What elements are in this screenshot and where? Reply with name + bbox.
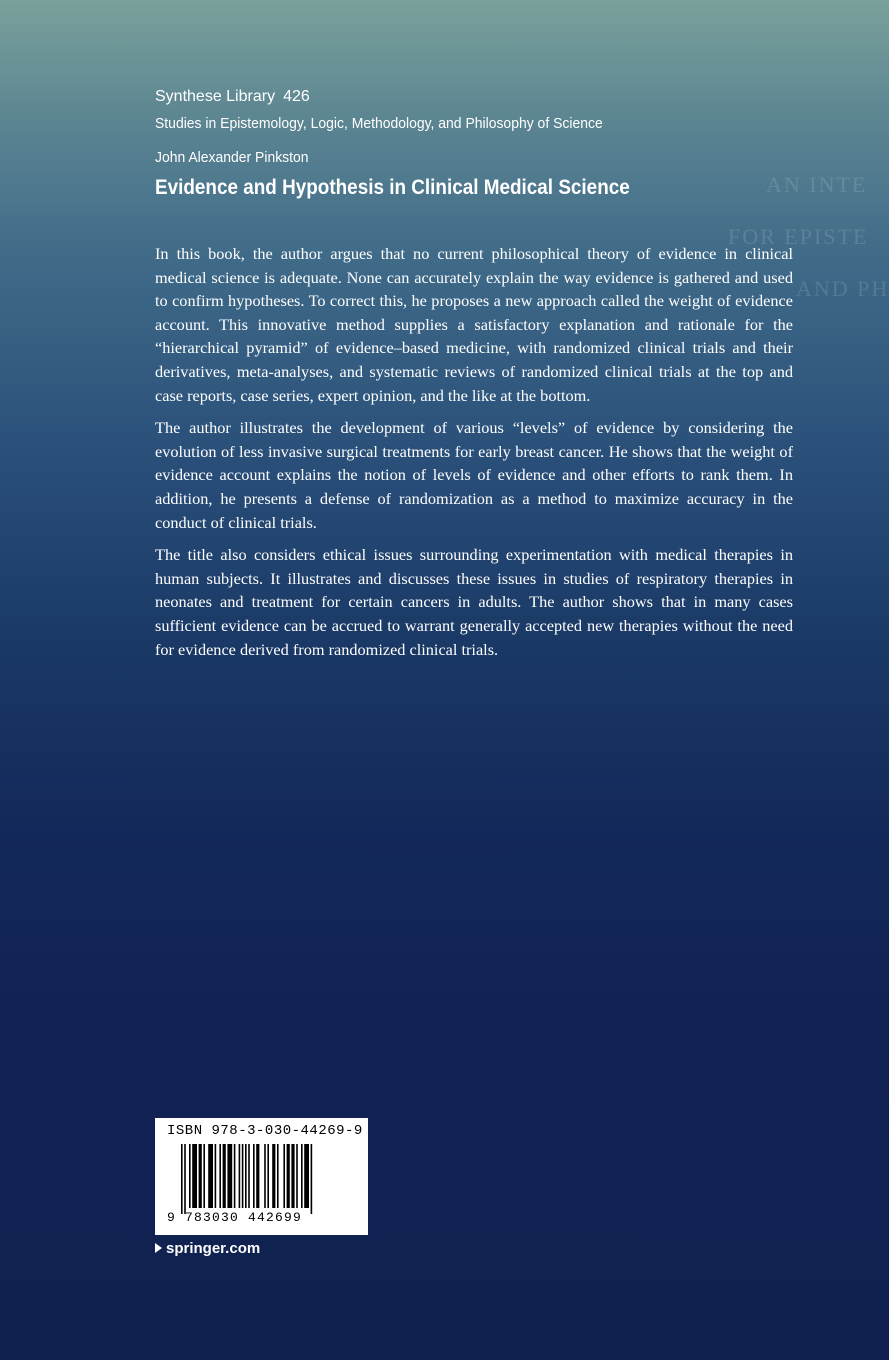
barcode-bar	[296, 1144, 298, 1208]
ghost-text-line: AND PH	[796, 276, 889, 301]
barcode-bar	[304, 1144, 309, 1208]
barcode-bar	[283, 1144, 285, 1208]
barcode-bar	[245, 1144, 247, 1208]
barcode-bar	[287, 1144, 290, 1208]
barcode-bar	[184, 1144, 186, 1214]
barcode-bar	[223, 1144, 226, 1208]
blurb-paragraph: In this book, the author argues that no current philosophical theory of evidence in clinical medical science is adequate. None can accurately explain the way evidence is gathered and used to confirm hypotheses. To correct this, he proposes a new approach called the weight of evidence account. This innovative method supplies a satisfactory explanation and rationale for the “hierarchical pyramid” of evidence–based medicine, with randomized clinical trials and their derivatives, meta-analyses, and systematic reviews of randomized clinical trials at the top and case reports, case series, expert opinion, and the like at the bottom.	[155, 244, 793, 405]
blurb-paragraph: The author illustrates the development of various “levels” of evidence by considering the evolution of less invasive surgical treatments for early breast cancer. He shows that the weight of evidence account explains the notion of levels of evidence and other efforts to rank them. In addition, he presents a defense of randomization as a method to maximize accuracy in the conduct of clinical trials.	[155, 418, 793, 532]
barcode-bar	[189, 1144, 191, 1208]
barcode-bar	[264, 1144, 266, 1208]
barcode-bar	[256, 1144, 259, 1208]
barcode-bar	[277, 1144, 279, 1208]
barcode-digits: 9 783030 442699	[167, 1210, 303, 1225]
series-line	[155, 86, 310, 108]
arrow-right-icon	[155, 1243, 162, 1253]
ghost-text-line: FOR EPISTE	[728, 224, 869, 249]
barcode-bar	[272, 1144, 275, 1208]
barcode-bar	[301, 1144, 303, 1208]
barcode-bar	[219, 1144, 221, 1208]
barcode-bar	[208, 1144, 213, 1208]
barcode-bar	[239, 1144, 241, 1208]
series-subtitle: Studies in Epistemology, Logic, Methodology, and Philosophy of Science	[155, 115, 603, 132]
publisher-url: springer.com	[166, 1240, 261, 1257]
barcode-bar	[253, 1144, 255, 1208]
blurb	[155, 242, 793, 670]
isbn-label: ISBN 978-3-030-44269-9	[167, 1123, 363, 1139]
barcode-bar	[215, 1144, 217, 1208]
ghost-text-line: AN INTE	[766, 172, 868, 197]
author-name: John Alexander Pinkston	[155, 149, 309, 166]
barcode-bar	[227, 1144, 232, 1208]
barcode-bar	[199, 1144, 202, 1208]
barcode-bar	[234, 1144, 236, 1208]
barcode-bar	[242, 1144, 244, 1208]
publisher-link[interactable]	[155, 1239, 260, 1259]
barcode-bar	[192, 1144, 197, 1208]
isbn-barcode	[155, 1118, 368, 1235]
book-title: Evidence and Hypothesis in Clinical Medical Science	[155, 176, 630, 199]
barcode-bar	[311, 1144, 313, 1214]
barcode-bar	[203, 1144, 205, 1208]
series-number: 426	[283, 88, 310, 105]
series-name: Synthese Library	[155, 88, 276, 105]
blurb-paragraph: The title also considers ethical issues surrounding experimentation with medical therapies in human subjects. It illustrates and discusses these issues in studies of respiratory therapies in neonates and treatment for certain cancers in adults. The author shows that in many cases sufficient evidence can be accrued to warrant generally accepted new therapies without the need for evidence derived from randomized clinical trials.	[155, 545, 793, 659]
barcode-bar	[267, 1144, 269, 1208]
barcode-bar	[181, 1144, 183, 1214]
barcode-bar	[248, 1144, 250, 1208]
barcode-bar	[291, 1144, 294, 1208]
